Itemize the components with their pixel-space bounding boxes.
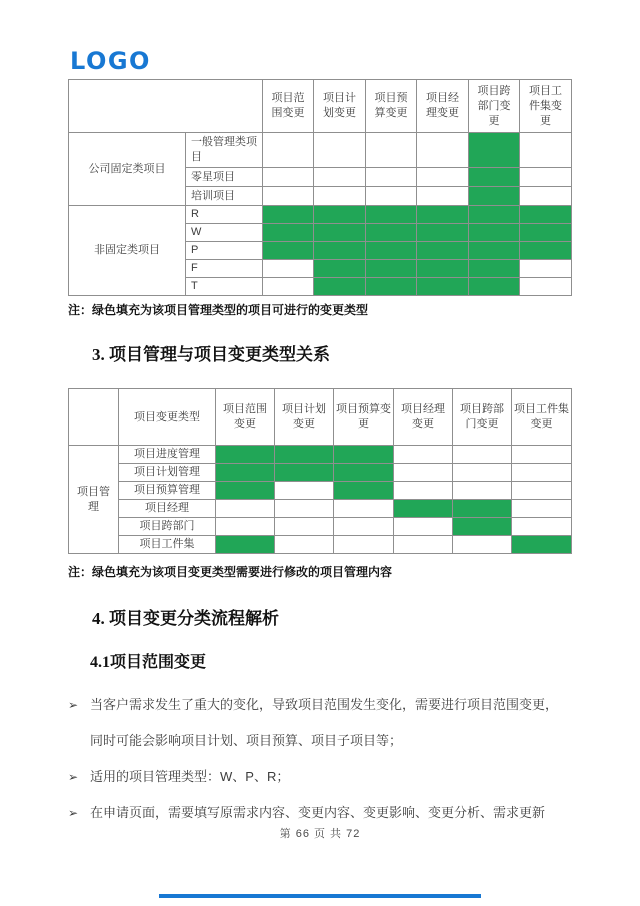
arrow-bullet-icon: ➢ <box>68 770 79 784</box>
table1-row-label: P <box>186 242 263 260</box>
table1-cell <box>314 187 366 206</box>
table2-cell <box>334 500 394 518</box>
table2-cell-filled <box>453 518 512 536</box>
project-type-vs-change-type-table <box>68 79 572 296</box>
bullet-item <box>68 759 570 795</box>
table2-cell <box>216 518 275 536</box>
table1-row-label: R <box>186 206 263 224</box>
table1-col-header: 项目工件集变更 <box>520 80 572 133</box>
table2-note: 注：绿色填充为该项目变更类型需要进行修改的项目管理内容 <box>68 565 393 579</box>
table1-col-header: 项目经理变更 <box>417 80 469 133</box>
table1-cell-filled <box>314 242 366 260</box>
table1-cell-filled <box>469 206 520 224</box>
table1-cell <box>366 168 417 187</box>
table1-cell-filled <box>314 206 366 224</box>
bullet-text: 当客户需求发生了重大的变化，导致项目范围发生变化，需要进行项目范围变更， 同时可能会影响项目计划、项目预算、项目子项目等； <box>90 697 559 748</box>
table1-cell <box>520 278 572 296</box>
table2-cell <box>275 518 334 536</box>
table2-cell-filled <box>334 482 394 500</box>
table2-cell-filled <box>216 446 275 464</box>
bullet-text: 在申请页面，需要填写原需求内容、变更内容、变更影响、变更分析、需求更新 <box>90 805 546 820</box>
table2-row-label: 项目经理 <box>119 500 216 518</box>
table2-cell-filled <box>275 464 334 482</box>
table2-cell-filled <box>216 482 275 500</box>
table1-group-label: 非固定类项目 <box>69 206 186 296</box>
table1-row-label: F <box>186 260 263 278</box>
bullet-item <box>68 687 570 759</box>
table2-row-label: 项目进度管理 <box>119 446 216 464</box>
table1-group-label: 公司固定类项目 <box>69 133 186 206</box>
table1-cell <box>520 168 572 187</box>
table1-cell-filled <box>366 206 417 224</box>
table2-cell-filled <box>512 536 572 554</box>
table1-corner <box>69 80 263 133</box>
table1-cell-filled <box>520 242 572 260</box>
table2-corner <box>69 389 119 446</box>
table2-row-label: 项目工件集 <box>119 536 216 554</box>
table2-cell <box>512 518 572 536</box>
table1-cell <box>520 260 572 278</box>
table2-cell <box>453 536 512 554</box>
table1-cell-filled <box>417 224 469 242</box>
table1-cell <box>263 133 314 168</box>
table1-cell <box>417 187 469 206</box>
project-management-vs-change-type-table <box>68 388 572 554</box>
table1-cell <box>314 168 366 187</box>
table2-cell <box>275 500 334 518</box>
table1-cell-filled <box>366 242 417 260</box>
table1-col-header: 项目预算变更 <box>366 80 417 133</box>
table2-cell <box>512 464 572 482</box>
table1-cell-filled <box>366 278 417 296</box>
table2-cell <box>334 536 394 554</box>
arrow-bullet-icon: ➢ <box>68 806 79 820</box>
table1-cell-filled <box>469 168 520 187</box>
table1-cell-filled <box>520 224 572 242</box>
arrow-bullet-icon: ➢ <box>68 698 79 712</box>
bullet-list <box>68 687 570 831</box>
table1-cell <box>417 133 469 168</box>
table2-cell <box>216 500 275 518</box>
bullet-text: 适用的项目管理类型：W、P、R； <box>90 769 290 784</box>
table1-cell <box>520 187 572 206</box>
table1-cell <box>263 168 314 187</box>
table2-cell <box>275 536 334 554</box>
table2-corner-header: 项目变更类型 <box>119 389 216 446</box>
table1-cell <box>314 133 366 168</box>
table1-cell-filled <box>366 260 417 278</box>
table1-cell <box>520 133 572 168</box>
table2-cell <box>394 536 453 554</box>
table2-cell-filled <box>453 500 512 518</box>
table1-row-label: T <box>186 278 263 296</box>
table2-col-header: 项目跨部门变更 <box>453 389 512 446</box>
section4-1-heading: 4.1项目范围变更 <box>90 654 207 671</box>
table1-cell <box>366 187 417 206</box>
table2-col-header: 项目计划变更 <box>275 389 334 446</box>
table2-cell <box>394 482 453 500</box>
table1-cell-filled <box>366 224 417 242</box>
table1-cell-filled <box>314 224 366 242</box>
table1-row-label: 培训项目 <box>186 187 263 206</box>
table2-row-label: 项目计划管理 <box>119 464 216 482</box>
table1-cell-filled <box>520 206 572 224</box>
table1-cell-filled <box>469 260 520 278</box>
table2-cell <box>453 482 512 500</box>
table1-cell-filled <box>314 260 366 278</box>
table1-cell-filled <box>314 278 366 296</box>
table2-cell-filled <box>275 446 334 464</box>
table2-row-label: 项目预算管理 <box>119 482 216 500</box>
table1-row-label: 零星项目 <box>186 168 263 187</box>
table1-cell <box>263 278 314 296</box>
section3-heading: 3. 项目管理与项目变更类型关系 <box>92 345 330 364</box>
table1-cell-filled <box>417 278 469 296</box>
table2-cell <box>453 446 512 464</box>
table1-cell <box>417 168 469 187</box>
table2-cell <box>512 482 572 500</box>
table1-note: 注：绿色填充为该项目管理类型的项目可进行的变更类型 <box>68 303 369 317</box>
table2-cell <box>512 446 572 464</box>
table2-cell <box>394 464 453 482</box>
logo: LOGO <box>70 47 151 75</box>
table1-cell <box>366 133 417 168</box>
table1-cell-filled <box>263 206 314 224</box>
table1-row-label: W <box>186 224 263 242</box>
table2-col-header: 项目范围变更 <box>216 389 275 446</box>
section4-heading: 4. 项目变更分类流程解析 <box>92 609 279 628</box>
table1-cell-filled <box>469 133 520 168</box>
table1-col-header: 项目范围变更 <box>263 80 314 133</box>
table1-cell-filled <box>469 242 520 260</box>
table2-cell-filled <box>334 464 394 482</box>
bottom-accent-line <box>159 894 481 898</box>
table2-col-header: 项目工件集变更 <box>512 389 572 446</box>
table1-cell-filled <box>469 278 520 296</box>
table1-cell-filled <box>417 260 469 278</box>
table2-cell-filled <box>394 500 453 518</box>
table2-cell <box>512 500 572 518</box>
table1-cell-filled <box>469 224 520 242</box>
table2-group-label: 项目管理 <box>69 446 119 554</box>
table2-row-label: 项目跨部门 <box>119 518 216 536</box>
table1-cell-filled <box>263 242 314 260</box>
table1-cell-filled <box>417 242 469 260</box>
table1-cell-filled <box>417 206 469 224</box>
table2-cell <box>394 518 453 536</box>
table1-cell <box>263 260 314 278</box>
table1-cell <box>263 187 314 206</box>
page-number: 第 66 页 共 72 <box>279 828 361 840</box>
table1-row-label: 一般管理类项目 <box>186 133 263 168</box>
table2-cell <box>394 446 453 464</box>
table2-cell <box>275 482 334 500</box>
table2-cell <box>334 518 394 536</box>
table2-col-header: 项目经理变更 <box>394 389 453 446</box>
table1-cell-filled <box>263 224 314 242</box>
table2-cell-filled <box>216 536 275 554</box>
table2-col-header: 项目预算变更 <box>334 389 394 446</box>
table1-col-header: 项目计划变更 <box>314 80 366 133</box>
table2-cell-filled <box>216 464 275 482</box>
table1-col-header: 项目跨部门变更 <box>469 80 520 133</box>
table2-cell <box>453 464 512 482</box>
table1-cell-filled <box>469 187 520 206</box>
table2-cell-filled <box>334 446 394 464</box>
